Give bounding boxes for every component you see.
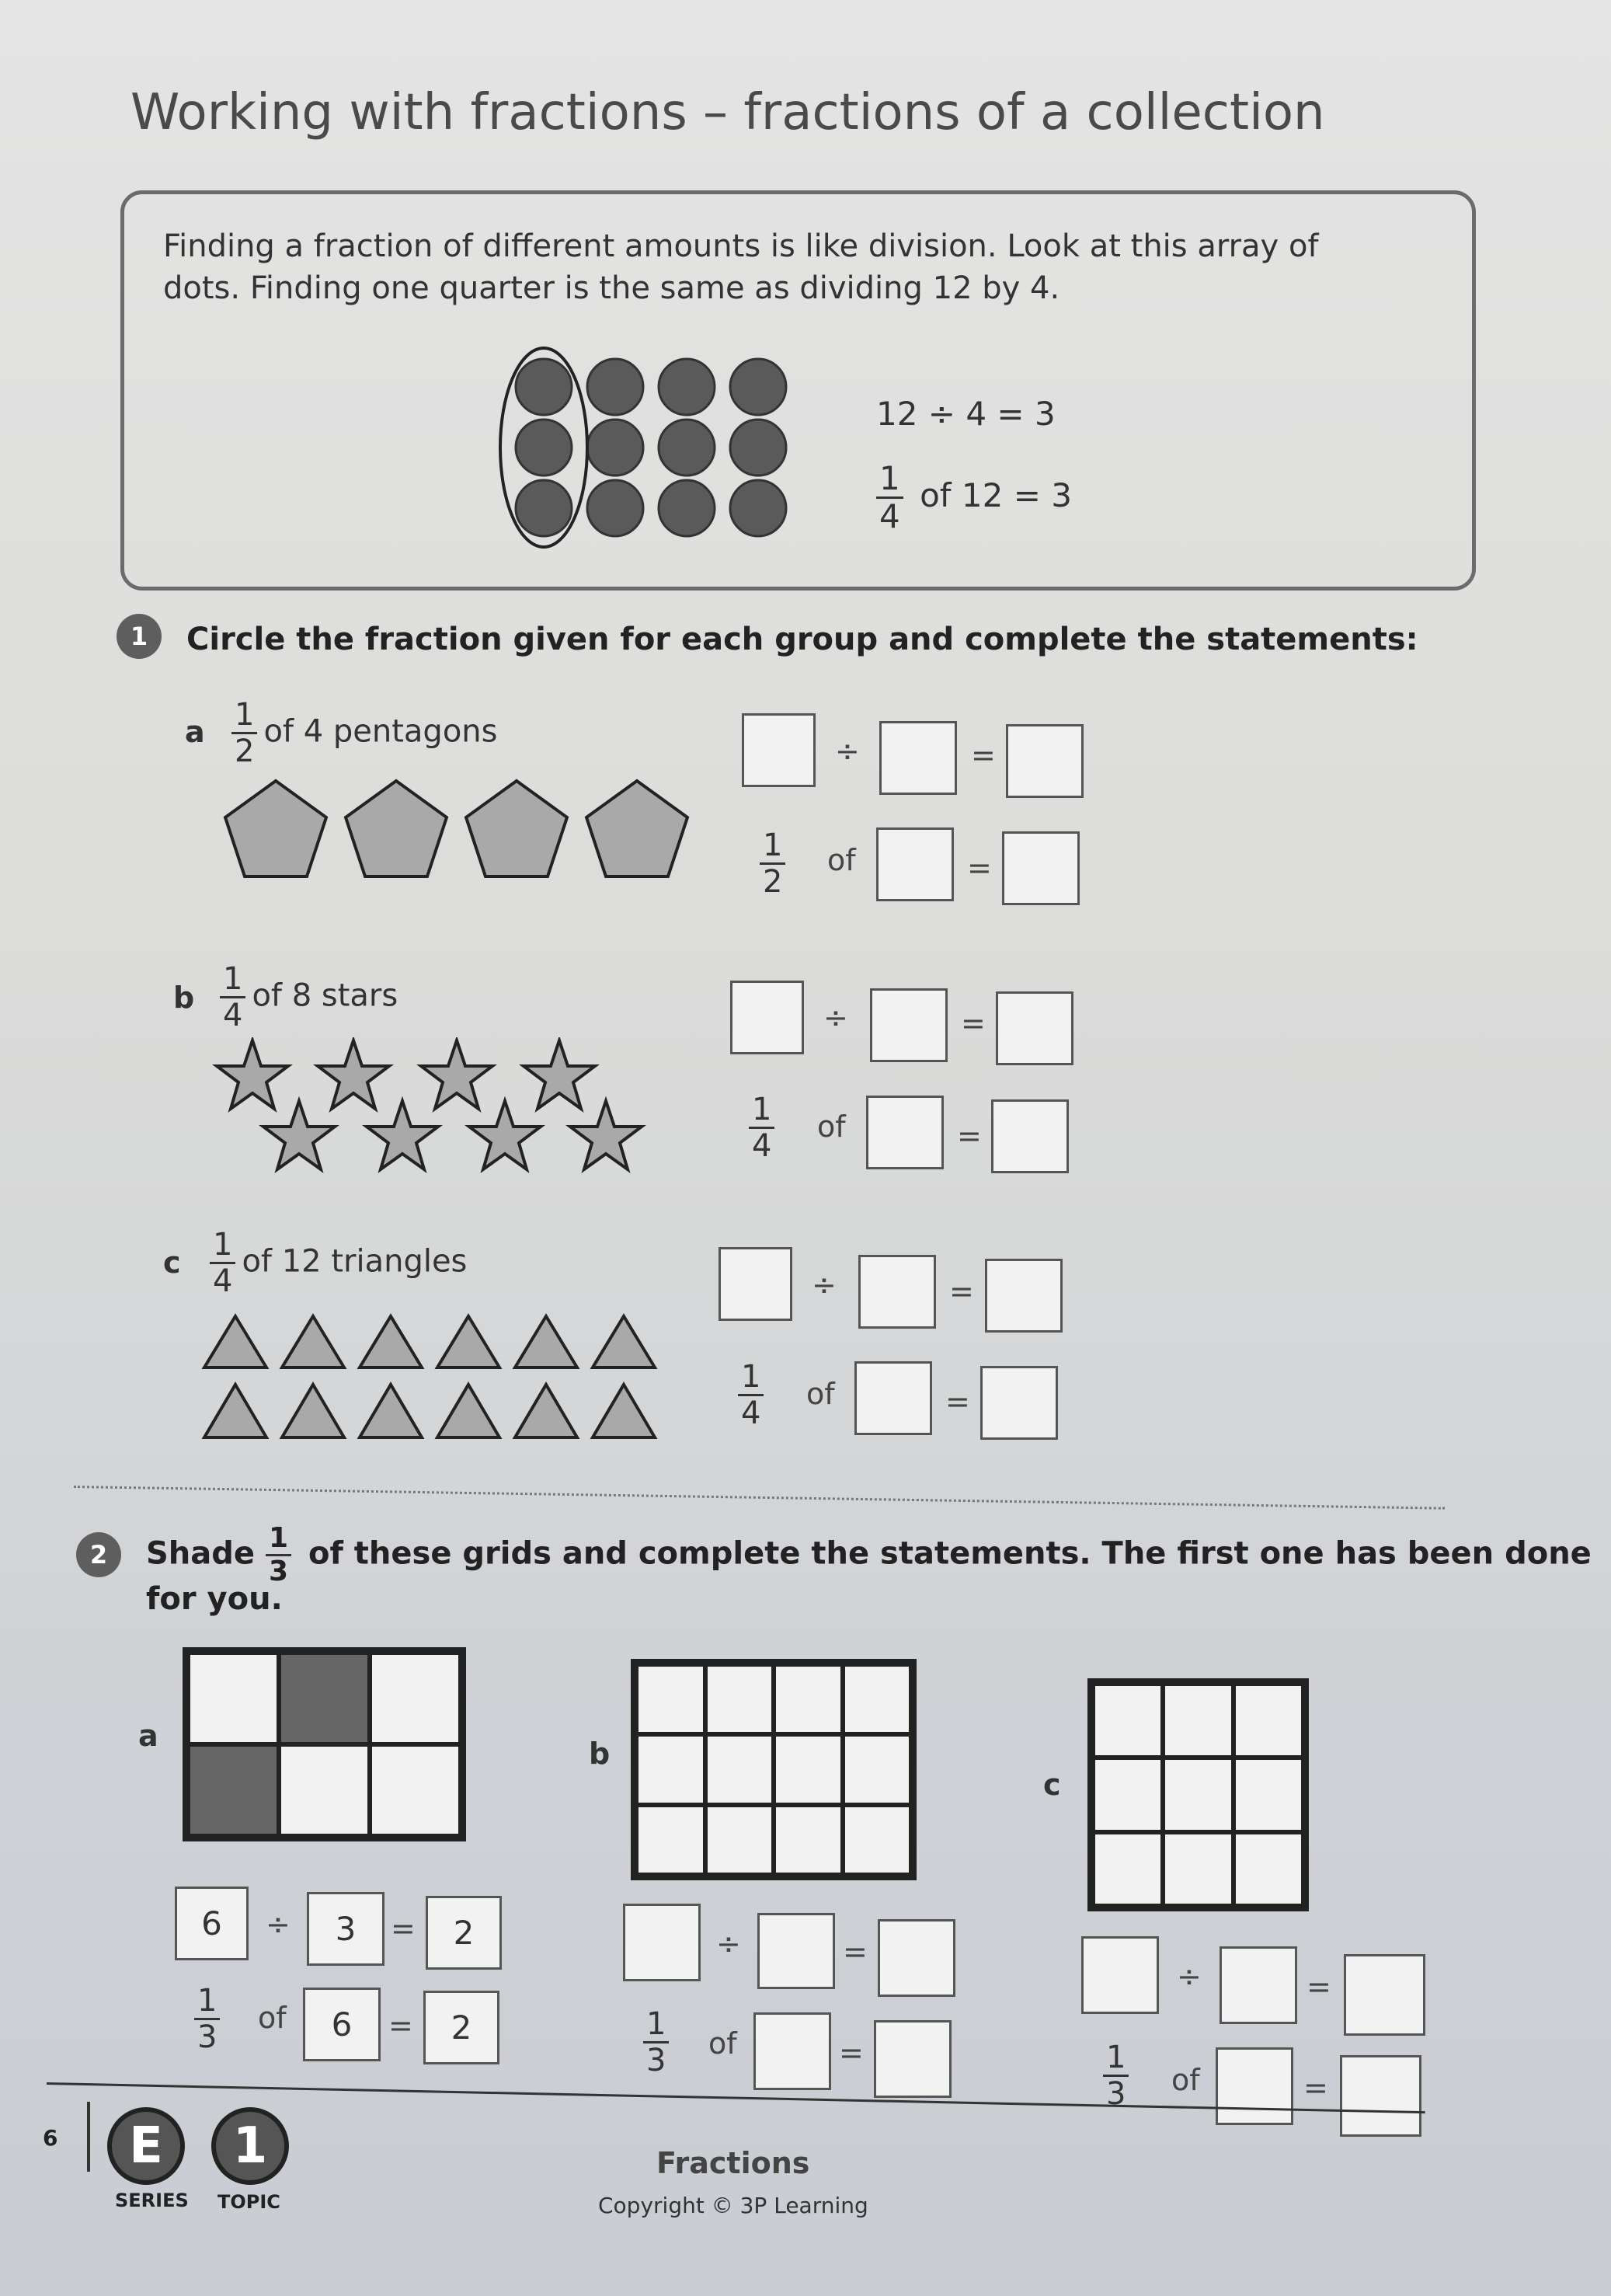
dot [730,420,786,476]
answer-box[interactable] [757,1913,835,1989]
answer-box[interactable] [866,1096,944,1169]
triangle [515,1316,577,1367]
topic-label: TOPIC [217,2191,280,2213]
fraction: $\frac{1}{3}$ [643,2009,675,2076]
answer-box[interactable] [623,1904,701,1981]
equals-sign: = [967,851,992,885]
equals-sign: = [949,1274,974,1308]
answer-box[interactable] [753,2012,831,2090]
topic-badge: 1 [211,2107,289,2185]
dot [730,359,786,415]
dot [659,359,715,415]
answer-box[interactable] [719,1247,792,1321]
triangle [593,1385,655,1437]
of-label: of [806,1377,835,1411]
answer-box[interactable] [991,1099,1069,1173]
divide-sign: ÷ [1177,1960,1202,1994]
stars [210,1037,652,1185]
part-letter: c [163,1246,181,1280]
grid-a [183,1647,466,1841]
dot [516,420,572,476]
grid-cell [188,1653,279,1744]
grid-cell [705,1664,774,1734]
fraction: $\frac{1}{4}$ [876,462,903,533]
question-text-line2: for you. [146,1581,283,1617]
star [570,1101,642,1169]
equals-sign: = [945,1385,970,1419]
grid-cell [843,1664,912,1734]
grid-cell [843,1805,912,1875]
of-label: of [708,2026,737,2061]
dot-array [497,342,792,552]
page-number: 6 [43,2125,58,2151]
answer-box[interactable] [980,1366,1058,1440]
pentagons [221,777,703,894]
question-number: 2 [76,1532,121,1577]
answer-box[interactable] [1216,2047,1293,2125]
star [524,1040,595,1109]
section-divider [74,1486,1445,1510]
answer-box[interactable] [876,827,954,901]
grid-cell [1233,1758,1303,1831]
star [263,1101,335,1169]
of-label: of [827,843,856,877]
star [421,1040,492,1109]
dot [587,480,643,536]
grid-cell [1093,1684,1163,1758]
star [318,1040,389,1109]
equals-sign: = [1303,2071,1328,2105]
divide-sign: ÷ [835,734,860,768]
of-label: of [258,2001,287,2035]
part-label: $\frac{1}{2}$ of 4 pentagons [231,699,498,767]
part-label: $\frac{1}{4}$ of 8 stars [220,963,398,1031]
grid-cell [1163,1832,1233,1906]
grid-cell [370,1744,461,1836]
grid-cell [774,1734,843,1804]
grid-cell [843,1734,912,1804]
triangle [515,1385,577,1437]
part-letter: b [173,981,195,1015]
grid-cell [279,1744,370,1836]
of-label: of [817,1110,846,1144]
fraction: $\frac{1}{4}$ [749,1094,781,1162]
question-number: 1 [117,614,162,659]
grid-cell [1233,1684,1303,1758]
answer-box[interactable] [1340,2055,1421,2137]
part-letter: a [185,715,205,749]
pentagon [346,781,447,876]
grid-cell [636,1664,705,1734]
grid-cell [1233,1832,1303,1906]
triangle [360,1385,422,1437]
answer-box[interactable] [1081,1936,1159,2014]
grid-c[interactable] [1087,1678,1309,1911]
equals-sign: = [1307,1970,1331,2004]
question-text: Circle the fraction given for each group and complete the statements: [186,622,1418,657]
info-fraction-equation: $\frac{1}{4}$ of 12 = 3 [876,462,1072,533]
triangles [198,1313,664,1449]
grid-cell [1093,1758,1163,1831]
answer-box[interactable] [742,713,816,787]
topic-name: Fractions [656,2146,810,2180]
dot [730,480,786,536]
dot [587,420,643,476]
divide-sign: ÷ [823,1001,848,1035]
grid-cell-shaded [188,1744,279,1836]
grid-cell [774,1664,843,1734]
triangle [204,1316,266,1367]
triangle [282,1316,344,1367]
dot [659,480,715,536]
of-label: of [1171,2063,1200,2097]
fraction: $\frac{1}{3}$ [1103,2042,1135,2110]
pentagon [225,781,326,876]
triangle [204,1385,266,1437]
answer-box[interactable]: 2 [426,1896,502,1970]
dot [516,480,572,536]
info-text: Finding a fraction of different amounts is like division. Look at this array of dots. Finding one quarter is the same as dividing 12 by 4. [163,228,1319,306]
grid-cell [636,1734,705,1804]
fraction: $\frac{1}{3}$ [194,1985,226,2053]
part-letter: b [589,1737,611,1771]
series-badge: E [107,2107,185,2185]
part-label: $\frac{1}{4}$ of 12 triangles [210,1229,467,1297]
grid-cell [370,1653,461,1744]
answer-box[interactable] [730,981,804,1054]
answer-box[interactable] [874,2020,952,2098]
triangle [360,1316,422,1367]
grid-cell [774,1805,843,1875]
answer-box[interactable] [879,721,957,795]
grid-cell [636,1805,705,1875]
part-letter: c [1043,1768,1061,1802]
grid-cell [1163,1684,1233,1758]
question-text: Shade $\frac{1}{3}$ of these grids and complete the statements. The first one has been done [146,1522,1592,1587]
grid-cell [1093,1832,1163,1906]
equals-sign: = [961,1006,986,1040]
pentagon [466,781,567,876]
answer-box[interactable] [1220,1946,1297,2024]
equals-sign: = [957,1119,982,1153]
grid-b[interactable] [631,1659,917,1880]
fraction: $\frac{1}{2}$ [760,830,792,897]
triangle [437,1316,499,1367]
dot [659,420,715,476]
equals-sign: = [971,738,996,772]
pentagon [586,781,687,876]
divide-sign: ÷ [812,1268,837,1302]
page-title: Working with fractions – fractions of a collection [130,84,1325,141]
answer-box[interactable]: 6 [303,1988,381,2061]
answer-box[interactable] [985,1259,1063,1333]
answer-box[interactable] [870,988,948,1062]
triangle [282,1385,344,1437]
answer-box[interactable] [1006,724,1084,798]
triangle [593,1316,655,1367]
answer-box[interactable]: 3 [307,1892,384,1966]
answer-box[interactable]: 6 [175,1887,249,1960]
equals-sign: = [839,2036,864,2070]
divide-sign: ÷ [716,1927,741,1961]
answer-box[interactable] [878,1919,955,1997]
info-division-equation: 12 ÷ 4 = 3 [876,395,1056,433]
equals-sign: = [391,1911,416,1946]
grid-cell [705,1734,774,1804]
part-letter: a [138,1719,158,1753]
answer-box[interactable]: 2 [423,1991,499,2064]
grid-cell [705,1805,774,1875]
equals-sign: = [843,1935,868,1969]
answer-box[interactable] [996,991,1073,1065]
answer-box[interactable] [1002,831,1080,905]
divide-sign: ÷ [266,1908,291,1942]
answer-box[interactable] [858,1255,936,1329]
grid-cell-shaded [279,1653,370,1744]
triangle [437,1385,499,1437]
copyright: Copyright © 3P Learning [598,2193,868,2218]
equals-sign: = [388,2009,413,2043]
dot [587,359,643,415]
grid-cell [1163,1758,1233,1831]
series-label: SERIES [115,2190,189,2211]
footer-divider [87,2102,90,2172]
answer-box[interactable] [1344,1954,1425,2036]
star [217,1040,288,1109]
fraction: $\frac{1}{4}$ [738,1361,770,1429]
answer-box[interactable] [854,1361,932,1435]
dot [516,359,572,415]
